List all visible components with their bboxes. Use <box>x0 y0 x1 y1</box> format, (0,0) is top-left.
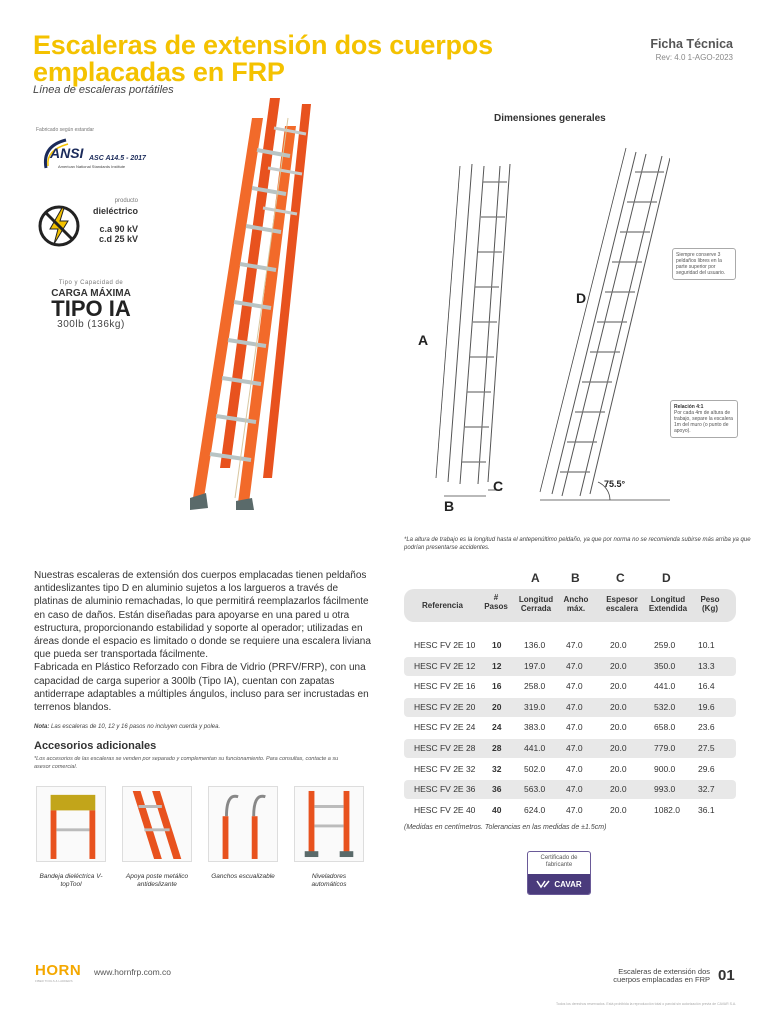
table-cell-pasos: 10 <box>492 640 502 650</box>
table-cell-ref: HESC FV 2E 24 <box>414 722 476 733</box>
table-cell-d: 441.0 <box>654 681 676 692</box>
ficha-header <box>650 37 733 62</box>
table-cell-a: 258.0 <box>524 681 546 692</box>
table-cell-a: 563.0 <box>524 784 546 795</box>
table-cell-c: 20.0 <box>610 804 627 815</box>
table-cell-a: 624.0 <box>524 804 546 815</box>
table-cell-c: 20.0 <box>610 701 627 712</box>
footer-doc-title: Escaleras de extensión dos cuerpos emplacadas en FRP <box>613 967 710 984</box>
table-header <box>404 589 736 622</box>
th-pasos <box>482 593 510 611</box>
table-cell-p: 16.4 <box>698 681 715 692</box>
logo-text: HORN <box>35 962 82 979</box>
tray-image <box>36 786 106 862</box>
th-d-1: Longitud <box>650 595 686 604</box>
table-row <box>404 698 736 717</box>
pole-support-image <box>122 786 192 862</box>
table-cell-ref: HESC FV 2E 10 <box>414 640 476 650</box>
col-letter-a: A <box>531 571 540 585</box>
voltage-cd: c.d 25 kV <box>98 234 138 244</box>
th-d-2: Extendida <box>648 604 688 613</box>
table-cell-p: 27.5 <box>698 743 715 753</box>
table-cell-ref: HESC FV 2E 40 <box>414 804 476 815</box>
accessory-label: Ganchos escualizable <box>211 873 275 880</box>
table-cell-a: 441.0 <box>524 743 546 753</box>
accessories-title: Accesorios adicionales <box>34 740 157 752</box>
table-cell-pasos: 20 <box>492 701 502 712</box>
th-p-2: (Kg) <box>702 604 718 613</box>
accessory-label: Apoya poste metálico antideslizante <box>125 873 189 888</box>
table-cell-ref: HESC FV 2E 36 <box>414 784 476 795</box>
accessory-item <box>208 786 278 881</box>
table-cell-p: 19.6 <box>698 701 715 712</box>
certificate-badge <box>527 851 591 895</box>
table-row <box>404 780 736 799</box>
table-row <box>404 760 736 779</box>
table-cell-d: 1082.0 <box>654 804 680 815</box>
ratio-note-body: Por cada 4m de altura de trabajo, separe la escalera 1m del muro (o punto de apoyo). <box>674 410 733 434</box>
table-cell-d: 779.0 <box>654 743 676 753</box>
ficha-revision: Rev: 4.0 1-AGO-2023 <box>655 53 733 62</box>
table-cell-b: 47.0 <box>566 784 583 795</box>
capacity-label: 300lb (136kg) <box>57 319 125 330</box>
description-body: Nuestras escaleras de extensión dos cuerpos emplacadas tienen peldaños antideslizantes tipo D en aluminio sujetos a los largueros a través de platinas de aluminio remachadas, lo que permitirá reemplazarlos fácilmente en caso de daños. Están diseñadas para apoyarse en una pared u otra estructura, proporcionando estabilidad y soporte al operador; utilizadas en áreas donde el espacio es limitado o donde se requiere una escalera liviana que pueda ser transportada fácilmente. <box>34 570 371 661</box>
producto-label: producto <box>114 198 138 204</box>
cavar-brand <box>528 874 590 894</box>
table-row <box>404 636 736 655</box>
table-cell-p: 36.1 <box>698 804 715 815</box>
ratio-note <box>670 400 738 438</box>
voltage-ca: c.a 90 kV <box>99 224 138 234</box>
dimensions-title: Dimensiones generales <box>494 113 606 124</box>
ansi-subtitle: American National Standards Institute <box>58 164 126 169</box>
table-cell-pasos: 24 <box>492 722 502 733</box>
table-cell-b: 47.0 <box>566 804 583 815</box>
dielectrico-label: dieléctrico <box>92 206 138 216</box>
table-cell-a: 502.0 <box>524 763 546 774</box>
table-cell-pasos: 28 <box>492 743 502 753</box>
note-label: Nota: <box>34 724 50 730</box>
page-number: 01 <box>718 967 735 984</box>
tipo-capacidad-label: Tipo y Capacidad de <box>58 280 124 286</box>
table-cell-c: 20.0 <box>610 660 627 671</box>
th-b-2: máx. <box>566 604 586 613</box>
th-espesor <box>600 595 644 613</box>
table-cell-c: 20.0 <box>610 722 627 733</box>
angle-label: 75.5° <box>604 479 626 489</box>
table-cell-pasos: 16 <box>492 681 502 692</box>
th-ancho <box>559 595 593 613</box>
th-pasos-2: Pasos <box>484 602 508 611</box>
ansi-standard: ASC A14.5 - 2017 <box>89 155 146 162</box>
website-link[interactable]: www.hornfrp.com.co <box>94 967 171 977</box>
table-cell-p: 23.6 <box>698 722 715 733</box>
description-note <box>34 724 220 730</box>
tipo-ia-label: TIPO IA <box>51 296 131 321</box>
th-b-1: Ancho <box>563 595 589 604</box>
table-cell-p: 10.1 <box>698 640 715 650</box>
product-description <box>34 569 374 714</box>
th-longitud-cerrada <box>516 595 556 613</box>
table-cell-b: 47.0 <box>566 640 583 650</box>
accessory-label: Niveladores automáticos <box>311 873 347 888</box>
table-cell-ref: HESC FV 2E 32 <box>414 763 476 774</box>
page-subtitle: Línea de escaleras portátiles <box>33 84 174 96</box>
work-height-note: *La altura de trabajo es la longitud hasta el antepenúltimo peldaño, ya que por norma no se recomienda subirse más arriba ya que podrían presentarse accidentes. <box>404 537 751 551</box>
table-cell-b: 47.0 <box>566 660 583 671</box>
th-p-1: Peso <box>700 595 720 604</box>
dielectric-badge <box>36 198 146 258</box>
table-cell-p: 13.3 <box>698 660 715 671</box>
label-d: D <box>576 290 587 306</box>
safety-note: Siempre conserve 3 peldaños libres en la parte superior por seguridad del usuario. <box>672 248 736 280</box>
table-cell-c: 20.0 <box>610 784 627 795</box>
th-longitud-extendida <box>646 595 690 613</box>
ratio-note-title: Relación 4:1 <box>674 404 704 410</box>
table-cell-b: 47.0 <box>566 701 583 712</box>
lightning-icon <box>36 201 82 251</box>
cert-label: Certificado de fabricante <box>540 855 578 868</box>
table-cell-c: 20.0 <box>610 743 627 753</box>
cavar-logo-icon <box>536 879 550 889</box>
th-c-1: Espesor <box>606 595 638 604</box>
table-cell-ref: HESC FV 2E 16 <box>414 681 476 692</box>
table-cell-d: 350.0 <box>654 660 676 671</box>
table-cell-pasos: 36 <box>492 784 502 795</box>
table-cell-a: 319.0 <box>524 701 546 712</box>
th-pasos-1: # <box>493 593 499 602</box>
page-title: Escaleras de extensión dos cuerpos emplacadas en FRP <box>33 30 493 87</box>
table-cell-pasos: 32 <box>492 763 502 774</box>
th-a-1: Longitud <box>518 595 554 604</box>
accessory-item <box>122 786 192 889</box>
table-cell-a: 136.0 <box>524 640 546 650</box>
table-row <box>404 718 736 737</box>
carga-maxima-label: CARGA MÁXIMA <box>51 288 131 299</box>
ansi-text: ANSI <box>50 145 84 161</box>
table-row <box>404 801 736 820</box>
col-letter-c: C <box>616 571 625 585</box>
label-a: A <box>418 332 429 348</box>
logo-subtitle: FIBER TOOLS & LADDERS <box>35 979 73 983</box>
table-cell-ref: HESC FV 2E 20 <box>414 701 476 712</box>
col-letter-d: D <box>662 571 671 585</box>
description-body-2: Fabricada en Plástico Reforzado con Fibra de Vidrio (PRFV/FRP), con una capacidad de carga superior a 300lb (Tipo IA), cuentan con zapatas antiderrape adaptables a múltiples ángulos, incluso para ser incrustadas en terrenos blandos. <box>34 662 369 714</box>
table-cell-b: 47.0 <box>566 743 583 753</box>
table-row <box>404 677 736 696</box>
table-cell-d: 532.0 <box>654 701 676 712</box>
carga-badge <box>46 280 136 330</box>
ansi-badge <box>36 136 156 172</box>
footer-legal: Todos los derechos reservados. Está prohibida la reproducción total o parcial sin autorización previa de CAVAR S.A. <box>556 1002 737 1006</box>
th-peso <box>694 595 726 613</box>
table-cell-ref: HESC FV 2E 12 <box>414 660 476 671</box>
table-cell-pasos: 12 <box>492 660 502 671</box>
col-letter-b: B <box>571 571 580 585</box>
table-cell-d: 259.0 <box>654 640 676 650</box>
table-cell-c: 20.0 <box>610 640 627 650</box>
table-cell-d: 658.0 <box>654 722 676 733</box>
table-cell-c: 20.0 <box>610 763 627 774</box>
table-cell-p: 29.6 <box>698 763 715 774</box>
note-text: Las escaleras de 10, 12 y 16 pasos no incluyen cuerda y polea. <box>51 724 221 730</box>
table-cell-a: 197.0 <box>524 660 546 671</box>
ladder-photo <box>190 98 320 510</box>
accessory-item <box>294 786 364 889</box>
accessories-note: *Los accesorios de las escaleras se venden por separado y complementan su funcionamiento. Para consultas, contacte a su asesor comercial. <box>34 756 339 770</box>
th-a-2: Cerrada <box>520 604 552 613</box>
table-cell-d: 993.0 <box>654 784 676 795</box>
cavar-text: CAVAR <box>554 879 582 889</box>
table-cell-b: 47.0 <box>566 763 583 774</box>
label-c: C <box>493 478 504 494</box>
dimensions-diagram <box>400 122 670 522</box>
table-cell-b: 47.0 <box>566 722 583 733</box>
hooks-image <box>208 786 278 862</box>
levelers-image <box>294 786 364 862</box>
table-cell-d: 900.0 <box>654 763 676 774</box>
table-cell-c: 20.0 <box>610 681 627 692</box>
horn-logo <box>35 962 81 983</box>
th-c-2: escalera <box>605 604 639 613</box>
table-row <box>404 739 736 758</box>
table-cell-a: 383.0 <box>524 722 546 733</box>
measures-note: (Medidas en centímetros. Tolerancias en las medidas de ±1.5cm) <box>404 824 607 831</box>
table-cell-b: 47.0 <box>566 681 583 692</box>
accessory-label: Bandeja dieléctrica V-topTool <box>39 873 103 888</box>
ficha-title: Ficha Técnica <box>650 37 733 51</box>
accessory-item <box>36 786 106 889</box>
table-cell-ref: HESC FV 2E 28 <box>414 743 476 753</box>
fabricado-text: Fabricado según estandar <box>36 127 95 133</box>
th-referencia: Referencia <box>422 601 463 610</box>
table-row <box>404 657 736 676</box>
label-b: B <box>444 498 455 514</box>
table-cell-p: 32.7 <box>698 784 715 795</box>
table-cell-pasos: 40 <box>492 804 502 815</box>
